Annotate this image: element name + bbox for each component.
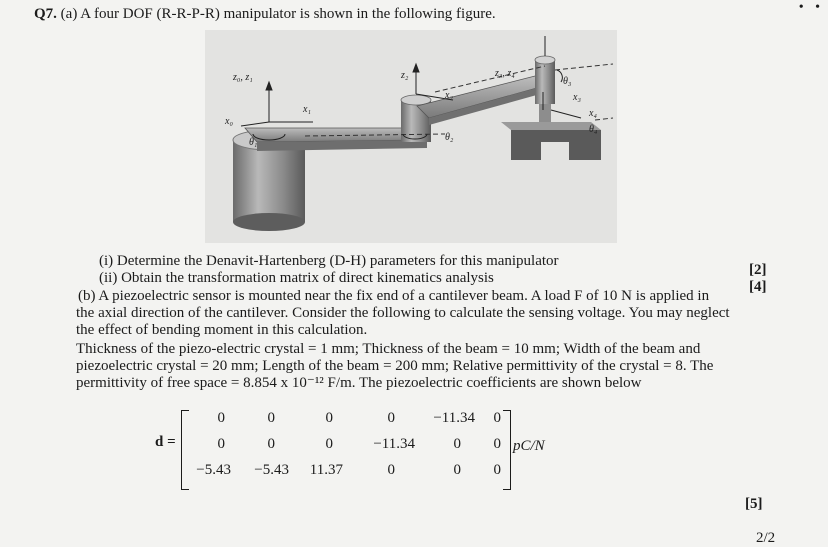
matrix-cell: 0 [387, 410, 395, 426]
matrix-cell: −5.43 [196, 462, 231, 478]
label-z2: z₂ [401, 70, 409, 81]
label-theta1: θ₁ [249, 137, 258, 148]
matrix-cell: 0 [325, 436, 333, 452]
question-heading [34, 6, 496, 23]
label-theta4: θ₄ [589, 124, 598, 135]
part-b-line-5: piezoelectric crystal = 20 mm; Length of the beam = 200 mm; Relative permittivity of the crystal = 8. The [76, 358, 714, 374]
marks-part-b: [5] [745, 496, 763, 512]
part-b-line-3: the effect of bending moment in this calculation. [76, 322, 368, 338]
matrix-cell: 0 [267, 436, 275, 452]
question-number: Q7. [34, 6, 57, 22]
label-z3-z4: z₃, z₄ [495, 68, 515, 79]
page-number: 2/2 [756, 530, 776, 546]
matrix-cell: 0 [267, 410, 275, 426]
part-a-intro: (a) A four DOF (R-R-P-R) manipulator is shown in the following figure. [60, 6, 496, 22]
subpart-i: (i) Determine the Denavit-Hartenberg (D-H) parameters for this manipulator [99, 253, 559, 269]
label-x4: x₄ [589, 108, 597, 119]
matrix-cell: 11.37 [309, 462, 343, 478]
matrix-right-bracket [503, 410, 511, 490]
part-b-line-4: Thickness of the piezo-electric crystal = 1 mm; Thickness of the beam = 10 mm; Width of the beam and [76, 341, 701, 357]
matrix-cell: 0 [453, 436, 461, 452]
end-effector [501, 122, 601, 160]
label-x0: x₀ [225, 116, 233, 127]
corner-marks: • • [798, 0, 824, 15]
label-z0-z1: z₀, z₁ [233, 72, 253, 83]
matrix-cell: −5.43 [254, 462, 289, 478]
matrix-symbol: d = [155, 434, 176, 450]
matrix-cell: 0 [325, 410, 333, 426]
matrix-cell: 0 [217, 436, 225, 452]
matrix-cell: 0 [217, 410, 225, 426]
matrix-cell: 0 [493, 436, 501, 452]
label-x3: x₃ [573, 92, 581, 103]
subpart-ii: (ii) Obtain the transformation matrix of direct kinematics analysis [99, 270, 494, 286]
marks-subpart-i: [2] [749, 262, 767, 278]
matrix-cell: −11.34 [373, 436, 415, 452]
matrix-cell: 0 [493, 462, 501, 478]
label-theta3: θ₃ [563, 76, 572, 87]
matrix-cell: 0 [453, 462, 461, 478]
matrix-cell: −11.34 [433, 410, 475, 426]
part-b-line-6: permittivity of free space = 8.854 x 10⁻¹² F/m. The piezoelectric coefficients are shown below [76, 375, 642, 391]
label-x2: x₂ [445, 90, 453, 101]
matrix-cell: 0 [493, 410, 501, 426]
part-b-line-2: the axial direction of the cantilever. Consider the following to calculate the sensing voltage. You may neglect [76, 305, 730, 321]
piezo-matrix [155, 404, 575, 490]
matrix-cell: 0 [387, 462, 395, 478]
part-b-line-1: (b) A piezoelectric sensor is mounted near the fix end of a cantilever beam. A load F of 10 N is applied in [78, 288, 710, 304]
label-x1: x₁ [303, 104, 311, 115]
matrix-unit: pC/N [513, 438, 545, 454]
manipulator-figure [205, 30, 617, 243]
marks-subpart-ii: [4] [749, 279, 767, 295]
label-theta2: θ₂ [445, 132, 454, 143]
